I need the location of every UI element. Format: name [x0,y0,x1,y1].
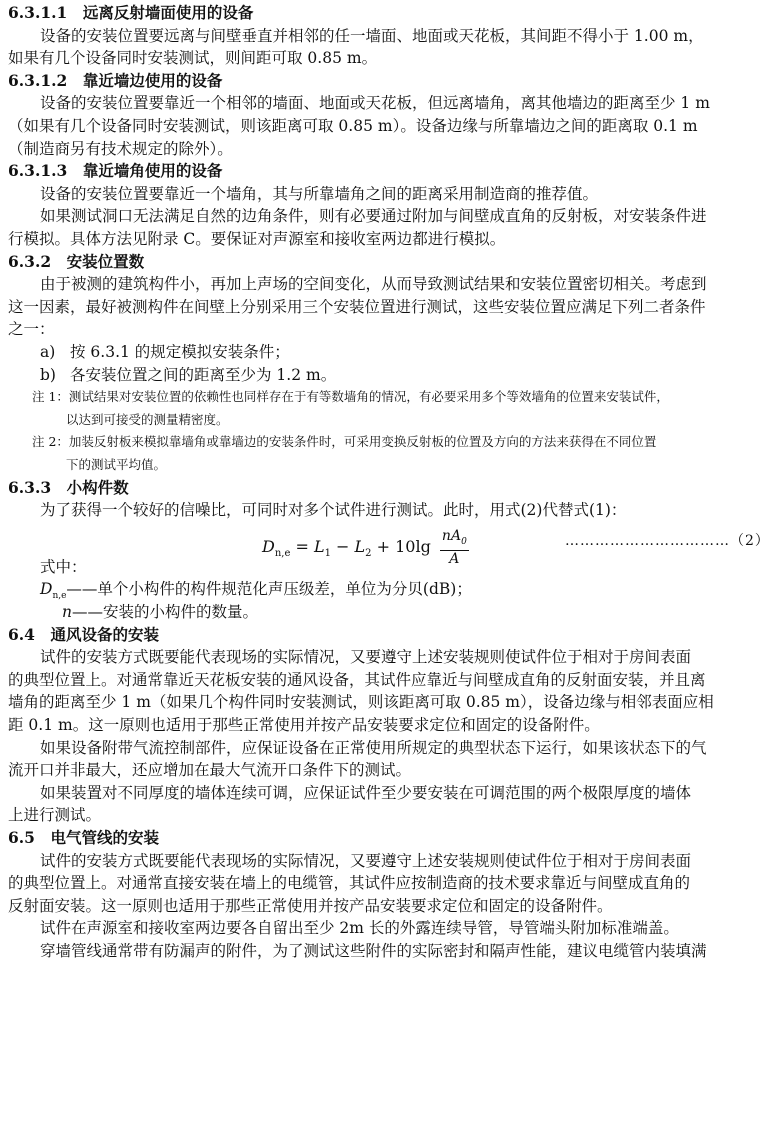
list-label: b) [40,365,56,384]
note-line: 注 2：加装反射板来模拟靠墙角或靠墙边的安装条件时，可采用变换反射板的位置及方向的方法来获得在不同位置 [32,434,657,450]
variable-description: ——安装的小构件的数量。 [71,603,258,621]
formula-fraction [440,528,469,567]
paragraph-line: （制造商另有技术规定的除外）。 [8,139,233,158]
note-line: 下的测试平均值。 [66,457,167,472]
paragraph-line: 如果设备附带气流控制部件，应保证设备在正常使用所规定的典型状态下运行，如果该状态下的气 [40,738,707,757]
section-heading: 6.3.3 小构件数 [8,477,129,497]
section-heading: 6.3.1.1 远离反射墙面使用的设备 [8,3,254,22]
paragraph-line: 试件的安装方式既要能代表现场的实际情况，又要遵守上述安装规则使试件位于相对于房间表面 [40,648,692,667]
list-text: 按 6.3.1 的规定模拟安装条件； [70,343,290,361]
formula-expression [262,528,469,567]
paragraph-line: 流开口并非最大，还应增加在最大气流开口条件下的测试。 [8,761,412,780]
formula-log-term: + 10lg [371,536,436,556]
paragraph-line: 穿墙管线通常带有防漏声的附件，为了测试这些附件的实际密封和隔声性能，建议电缆管内装填满 [40,942,707,960]
paragraph-line: 试件在声源室和接收室两边要各自留出至少 2m 长的外露连续导管，导管端头附加标准端盖。 [40,919,679,938]
paragraph-line: 为了获得一个较好的信噪比，可同时对多个试件进行测试。此时，用式(2)代替式(1)： [40,501,627,520]
formula-equals: = [290,536,314,556]
paragraph-line: 设备的安装位置要靠近一个墙角，其与所靠墙角之间的距离采用制造商的推荐值。 [40,184,599,203]
list-item [40,364,770,386]
formula-l1: L [313,536,325,556]
paragraph-line: （如果有几个设备同时安装测试，则该距离可取 0.85 m）。设备边缘与所靠墙边之间的距离取 0.1 m [8,117,698,135]
variable-description: ——单个小构件的构件规范化声压级差，单位为分贝(dB)； [66,580,472,599]
paragraph-line: 如果测试洞口无法满足自然的边角条件，则有必要通过附加与间壁成直角的反射板，对安装条件进 [40,207,707,226]
variable-definition [62,601,776,623]
paragraph-line: 行模拟。具体方法见附录 C。要保证对声源室和接收室两边都进行模拟。 [8,230,506,248]
paragraph-line: 如果有几个设备同时安装测试，则间距可取 0.85 m。 [8,49,378,68]
formula-denominator: A [449,550,460,567]
paragraph-line: 的典型位置上。对通常直接安装在墙上的电缆管，其试件应按制造商的技术要求靠近与间壁成直角的 [8,874,691,893]
section-heading: 6.3.2 安装位置数 [8,251,145,271]
paragraph-line: 反射面安装。这一原则也适用于那些正常使用并按产品安装要求定位和固定的设备附件。 [8,896,613,915]
paragraph-line: 的典型位置上。对通常靠近天花板安装的通风设备，其试件应靠近与间壁成直角的反射面安装，并且离 [8,670,706,689]
section-heading: 6.5 电气管线的安装 [8,828,159,847]
paragraph-line: 这一因素，最好被测构件在间壁上分别采用三个安装位置进行测试，这些安装位置应满足下列二者条件 [8,297,706,316]
paragraph-line: 上进行测试。 [8,806,102,825]
paragraph-line: 距 0.1 m。这一原则也适用于那些正常使用并按产品安装要求定位和固定的设备附件。 [8,716,600,734]
formula-lhs: D [262,536,275,556]
variable-symbol: D [40,580,53,599]
note-line: 注 1：测试结果对安装位置的依赖性也同样存在于有等数墙角的情况，有必要采用多个等效墙角的位置来安装试件， [32,389,669,405]
paragraph-line: 如果装置对不同厚度的墙体连续可调，应保证试件至少要安装在可调范围的两个极限厚度的墙体 [40,783,692,802]
section-heading: 6.3.1.3 靠近墙角使用的设备 [8,161,223,181]
paragraph-line: 式中： [40,557,87,576]
formula-l2-sub: 2 [365,547,372,559]
formula-lhs-sub: n,e [274,547,291,559]
variable-symbol: n [62,603,72,621]
list-label: a) [40,343,56,361]
paragraph-line: 设备的安装位置要远离与间壁垂直并相邻的任一墙面、地面或天花板，其间距不得小于 1.00 m， [40,26,704,45]
section-heading: 6.3.1.2 靠近墙边使用的设备 [8,70,223,90]
paragraph-line: 墙角的距离至少 1 m（如果几个构件同时安装测试，则该距离可取 0.85 m），设备边缘与相邻表面应相 [8,693,714,712]
formula-number: ……………………………（2） [565,532,770,549]
paragraph-line: 由于被测的建筑构件小，再加上声场的空间变化，从而导致测试结果和安装位置密切相关。考虑到 [40,275,707,294]
formula-l2: L [354,536,366,556]
note-line: 以达到可接受的测量精密度。 [66,411,229,427]
paragraph-line: 试件的安装方式既要能代表现场的实际情况，又要遵守上述安装规则使试件位于相对于房间表面 [40,851,692,870]
paragraph-line: 设备的安装位置要靠近一个相邻的墙面、地面或天花板，但远离墙角，离其他墙边的距离至少 1 m [40,94,710,113]
list-item [40,341,770,363]
variable-subscript: n,e [52,591,67,602]
formula-numerator: nA [441,527,462,544]
formula-minus: − [330,536,355,556]
section-heading: 6.4 通风设备的安装 [8,624,159,644]
formula-numerator-sub: 0 [461,536,467,547]
formula-l1-sub: 1 [324,547,331,559]
paragraph-line: 之一： [8,320,55,339]
list-text: 各安装位置之间的距离至少为 1.2 m。 [70,365,337,384]
